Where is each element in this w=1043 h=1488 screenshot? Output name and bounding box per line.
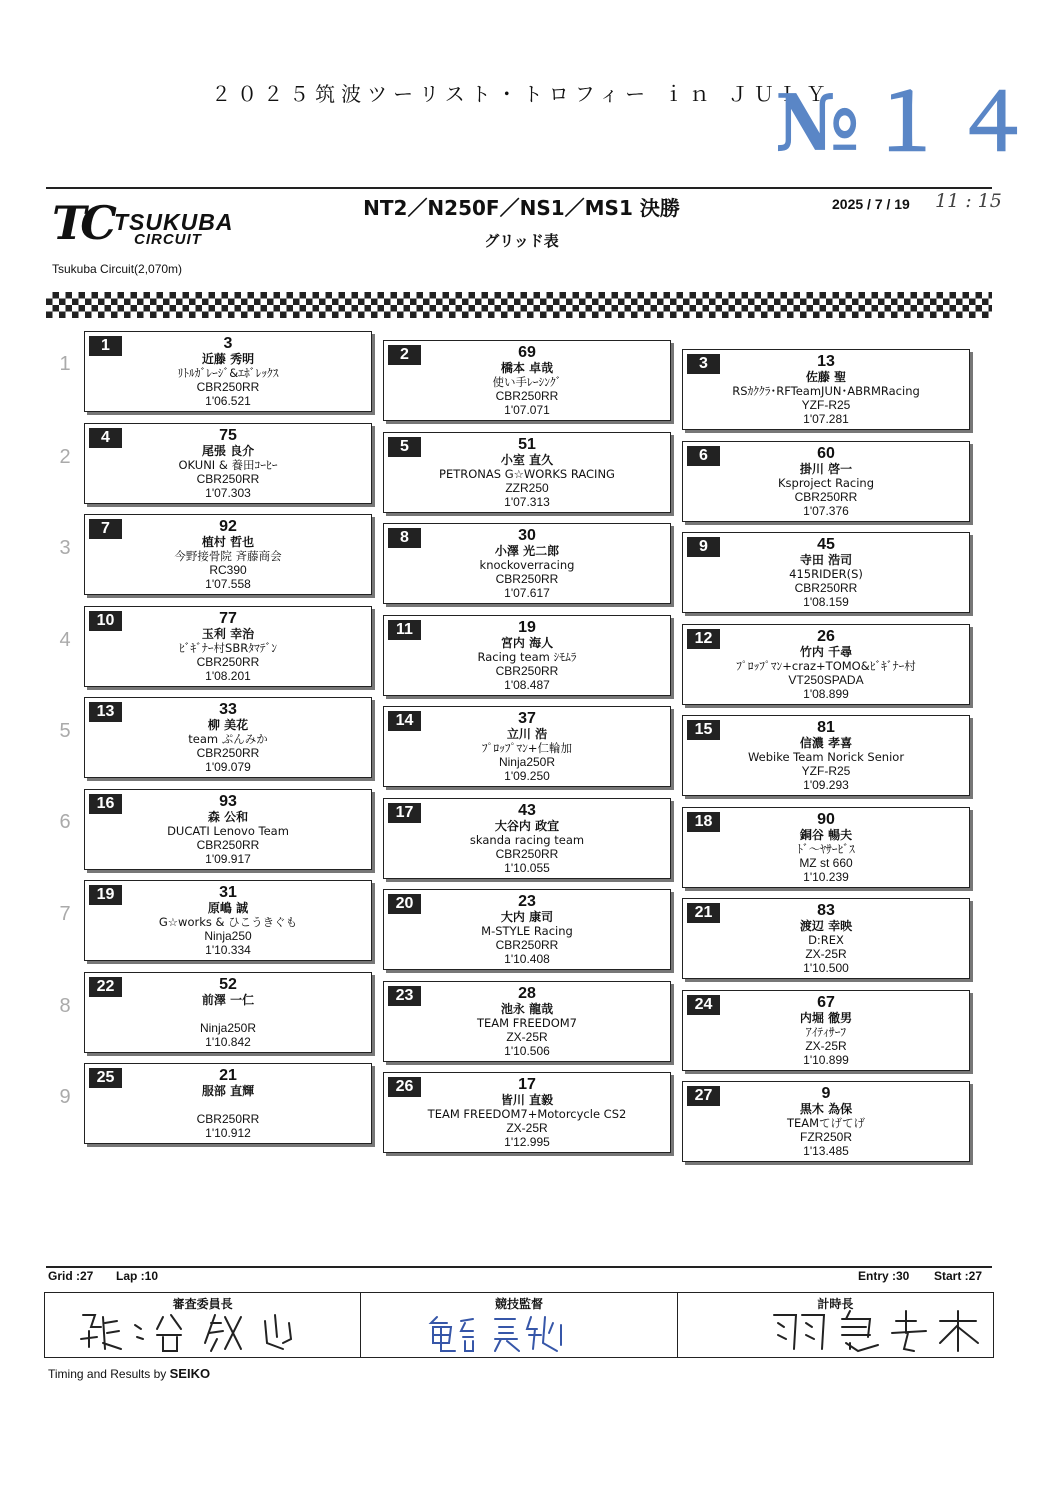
rider-number: 77 xyxy=(219,610,237,627)
rider-number: 45 xyxy=(817,536,835,553)
team-name: RSｶｸｸﾗ･RFTeamJUN･ABRMRacing xyxy=(732,384,920,398)
circuit-name: Tsukuba Circuit(2,070m) xyxy=(52,262,183,276)
team-name: M-STYLE Racing xyxy=(481,924,573,938)
grid-position: 18 xyxy=(687,812,720,832)
rider-name: 内堀 徹男 xyxy=(799,1011,853,1025)
machine: CBR250RR xyxy=(196,746,260,760)
start-count: Start :27 xyxy=(934,1269,983,1283)
grid-count: Grid :27 xyxy=(48,1269,94,1283)
grid-position: 13 xyxy=(89,702,122,722)
machine: RC390 xyxy=(209,563,247,577)
rider-number: 83 xyxy=(817,902,835,919)
machine: Ninja250 xyxy=(204,929,252,943)
rider-number: 17 xyxy=(518,1076,536,1093)
qualifying-time: 1'10.239 xyxy=(803,870,849,884)
signature-cell-chief-steward xyxy=(45,1293,361,1357)
rider-name: 竹内 千尋 xyxy=(799,645,853,659)
qualifying-time: 1'08.159 xyxy=(803,595,849,609)
qualifying-time: 1'07.303 xyxy=(205,486,251,500)
qualifying-time: 1'08.201 xyxy=(205,669,251,683)
rider-number: 21 xyxy=(219,1067,237,1084)
grid-slot xyxy=(84,423,372,504)
grid-slot xyxy=(84,697,372,778)
signature-label: 競技監督 xyxy=(494,1297,543,1311)
machine: CBR250RR xyxy=(495,847,559,861)
grid-slot xyxy=(84,331,372,412)
entry-count: Entry :30 xyxy=(858,1269,910,1283)
grid-position: 6 xyxy=(687,446,720,466)
team-name: ﾌﾟﾛｯﾌﾟﾏﾝ+craz+TOMO&ﾋﾞｷﾞﾅｰ村 xyxy=(736,659,916,673)
rider-name: 森 公和 xyxy=(207,810,249,824)
rider-name: 橋本 卓哉 xyxy=(500,361,554,375)
grid-position: 10 xyxy=(89,611,122,631)
team-name: D:REX xyxy=(808,933,844,947)
team-name: 415RIDER(S) xyxy=(789,567,863,581)
machine: FZR250R xyxy=(799,1130,852,1144)
qualifying-time: 1'10.408 xyxy=(504,952,550,966)
rider-name: 立川 浩 xyxy=(506,727,548,741)
qualifying-time: 1'08.487 xyxy=(504,678,550,692)
machine: CBR250RR xyxy=(196,380,260,394)
grid-slot xyxy=(682,990,970,1071)
grid-row-number: 3 xyxy=(59,537,71,559)
grid-position: 24 xyxy=(687,995,720,1015)
machine: ZX-25R xyxy=(506,1121,548,1135)
machine: CBR250RR xyxy=(495,664,559,678)
grid-slot xyxy=(383,889,671,970)
rider-number: 92 xyxy=(219,518,237,535)
grid-slot xyxy=(383,1072,671,1153)
grid-position: 17 xyxy=(388,803,421,823)
signature-cell-race-director xyxy=(361,1293,677,1357)
lap-count: Lap :10 xyxy=(116,1269,159,1283)
rider-name: 大谷内 政宜 xyxy=(494,819,560,833)
rider-name: 掛川 啓一 xyxy=(799,462,853,476)
qualifying-time: 1'10.912 xyxy=(205,1126,251,1140)
grid-slot xyxy=(383,523,671,604)
grid-position: 25 xyxy=(89,1068,122,1088)
race-date: 2025 / 7 / 19 xyxy=(832,196,910,212)
machine: MZ st 660 xyxy=(799,856,853,870)
rider-number: 93 xyxy=(219,793,237,810)
rider-name: 尾張 良介 xyxy=(201,444,255,458)
rider-number: 90 xyxy=(817,811,835,828)
machine: ZX-25R xyxy=(805,1039,847,1053)
rider-number: 9 xyxy=(821,1085,831,1102)
handwritten-signature-chief-steward xyxy=(45,1293,360,1357)
race-time-handwritten: 11 : 15 xyxy=(935,190,1002,212)
rider-name: 小澤 光二郎 xyxy=(494,544,560,558)
grid-position: 11 xyxy=(388,620,421,640)
rider-number: 31 xyxy=(219,884,237,901)
machine: Ninja250R xyxy=(199,1021,257,1035)
grid-slot xyxy=(84,1063,372,1144)
qualifying-time: 1'07.071 xyxy=(504,403,550,417)
qualifying-time: 1'09.250 xyxy=(504,769,550,783)
team-name: PETRONAS G☆WORKS RACING xyxy=(439,467,615,481)
qualifying-time: 1'07.617 xyxy=(504,586,550,600)
team-name: TEAM FREEDOM7 xyxy=(476,1016,578,1030)
race-subtitle: グリッド表 xyxy=(484,232,559,250)
qualifying-time: 1'07.558 xyxy=(205,577,251,591)
qualifying-time: 1'10.899 xyxy=(803,1053,849,1067)
rider-number: 26 xyxy=(817,628,835,645)
grid-row-number: 1 xyxy=(59,353,71,375)
logo-word-circuit: CIRCUIT xyxy=(134,231,202,248)
team-name: G☆works & ひこうきぐも xyxy=(158,915,298,929)
race-title: NT2／N250F／NS1／MS1 決勝 xyxy=(363,196,680,220)
qualifying-time: 1'13.485 xyxy=(803,1144,849,1158)
grid-slot xyxy=(383,432,671,513)
grid-slot xyxy=(84,880,372,961)
team-name: Ksproject Racing xyxy=(778,476,874,490)
footer-divider xyxy=(46,1266,992,1268)
grid-position: 15 xyxy=(687,720,720,740)
rider-name: 渡辺 幸映 xyxy=(799,919,853,933)
qualifying-time: 1'09.917 xyxy=(205,852,251,866)
rider-number: 69 xyxy=(518,344,536,361)
grid-position: 27 xyxy=(687,1086,720,1106)
grid-row-number: 6 xyxy=(59,811,71,833)
team-name: ﾄﾞ～ﾔｻｰﾋﾞｽ xyxy=(797,842,855,856)
rider-number: 75 xyxy=(219,427,237,444)
rider-number: 30 xyxy=(518,527,536,544)
rider-name: 原嶋 誠 xyxy=(207,901,249,915)
grid-row-number: 7 xyxy=(59,903,71,925)
rider-name: 黒木 為保 xyxy=(799,1102,853,1116)
grid-slot xyxy=(682,349,970,430)
grid-slot xyxy=(682,532,970,613)
machine: CBR250RR xyxy=(196,1112,260,1126)
grid-position: 20 xyxy=(388,894,421,914)
rider-number: 28 xyxy=(518,985,536,1002)
grid-position: 9 xyxy=(687,537,720,557)
event-title: ２０２５筑波ツーリスト・トロフィー ｉｎ ＪＵＬＹ xyxy=(211,82,832,106)
grid-slot xyxy=(84,606,372,687)
grid-row-number: 8 xyxy=(59,995,71,1017)
machine: Ninja250R xyxy=(498,755,556,769)
rider-name: 寺田 浩司 xyxy=(799,553,853,567)
logo-mark-icon: TC xyxy=(52,196,111,250)
grid-position: 4 xyxy=(89,428,122,448)
machine: ZZR250 xyxy=(505,481,549,495)
rider-number: 23 xyxy=(518,893,536,910)
rider-name: 皆川 直毅 xyxy=(500,1093,554,1107)
signature-label: 計時長 xyxy=(817,1297,854,1311)
rider-name: 銅谷 暢夫 xyxy=(799,828,853,842)
timing-credit-label: Timing and Results by xyxy=(48,1367,167,1381)
grid-slot xyxy=(682,898,970,979)
machine: CBR250RR xyxy=(794,490,858,504)
grid-slot xyxy=(682,807,970,888)
qualifying-time: 1'10.500 xyxy=(803,961,849,975)
machine: ZX-25R xyxy=(805,947,847,961)
grid-slot xyxy=(84,514,372,595)
grid-position: 7 xyxy=(89,519,122,539)
team-name: ﾘﾄﾙｶﾞﾚｰｼﾞ&ｴﾎﾞﾚｯｸｽ xyxy=(177,366,279,380)
rider-name: 宮内 海人 xyxy=(500,636,554,650)
grid-position: 1 xyxy=(89,336,122,356)
qualifying-time: 1'09.293 xyxy=(803,778,849,792)
qualifying-time: 1'07.281 xyxy=(803,412,849,426)
rider-name: 佐藤 聖 xyxy=(805,370,847,384)
rider-name: 信濃 孝喜 xyxy=(799,736,853,750)
grid-slot xyxy=(383,981,671,1062)
grid-position: 19 xyxy=(89,885,122,905)
machine: YZF-R25 xyxy=(801,764,851,778)
machine: CBR250RR xyxy=(495,572,559,586)
team-name: team ぷんみか xyxy=(188,732,268,746)
rider-name: 植村 哲也 xyxy=(201,535,255,549)
machine: CBR250RR xyxy=(495,938,559,952)
team-name: DUCATI Lenovo Team xyxy=(167,824,289,838)
machine: CBR250RR xyxy=(196,472,260,486)
grid-position: 22 xyxy=(89,977,122,997)
rider-name: 服部 直輝 xyxy=(201,1084,255,1098)
grid-position: 16 xyxy=(89,794,122,814)
team-name: TEAMてげてげ xyxy=(786,1116,866,1130)
grid-position: 23 xyxy=(388,986,421,1006)
grid-position: 26 xyxy=(388,1077,421,1097)
handwritten-signature-chief-timekeeper xyxy=(678,1293,993,1357)
team-name: TEAM FREEDOM7+Motorcycle CS2 xyxy=(427,1107,627,1121)
rider-name: 前澤 一仁 xyxy=(201,993,255,1007)
machine: CBR250RR xyxy=(495,389,559,403)
rider-number: 19 xyxy=(518,619,536,636)
team-name: ﾌﾟﾛｯﾌﾟﾏﾝ+仁輪加 xyxy=(481,741,573,755)
grid-slot xyxy=(682,441,970,522)
rider-number: 67 xyxy=(817,994,835,1011)
grid-row-number: 2 xyxy=(59,446,71,468)
grid-row-number: 9 xyxy=(59,1086,71,1108)
signature-cell-chief-timekeeper xyxy=(678,1293,993,1357)
rider-number: 81 xyxy=(817,719,835,736)
grid-position: 12 xyxy=(687,629,720,649)
team-name: 今野接骨院 斉藤商会 xyxy=(174,549,282,563)
header-divider xyxy=(46,187,992,189)
rider-number: 51 xyxy=(518,436,536,453)
rider-name: 池永 龍哉 xyxy=(500,1002,554,1016)
qualifying-time: 1'07.313 xyxy=(504,495,550,509)
team-name: knockoverracing xyxy=(479,558,575,572)
timing-credit xyxy=(48,1366,210,1381)
machine: CBR250RR xyxy=(196,655,260,669)
number-stamp: №１４ xyxy=(775,78,1040,169)
team-name: Webike Team Norick Senior xyxy=(747,750,905,764)
team-name: ﾋﾞｷﾞﾅｰ村SBRﾀﾏﾃﾞﾝ xyxy=(179,641,277,655)
rider-number: 37 xyxy=(518,710,536,727)
grid-slot xyxy=(682,1081,970,1162)
rider-number: 13 xyxy=(817,353,835,370)
rider-number: 60 xyxy=(817,445,835,462)
grid-position: 2 xyxy=(388,345,421,365)
rider-number: 33 xyxy=(219,701,237,718)
grid-slot xyxy=(383,615,671,696)
rider-name: 大内 康司 xyxy=(500,910,554,924)
machine: CBR250RR xyxy=(196,838,260,852)
seiko-brand: SEIKO xyxy=(169,1366,211,1381)
team-name: ｱｲﾃｨｻｰﾌ xyxy=(805,1025,847,1039)
team-name: Racing team ｼﾓﾑﾗ xyxy=(477,650,577,664)
grid-position: 3 xyxy=(687,354,720,374)
grid-position: 14 xyxy=(388,711,421,731)
qualifying-time: 1'10.334 xyxy=(205,943,251,957)
rider-name: 近藤 秀明 xyxy=(201,352,255,366)
grid-slot xyxy=(84,972,372,1053)
grid-row-number: 4 xyxy=(59,629,71,651)
rider-name: 柳 美花 xyxy=(207,718,249,732)
grid-slot xyxy=(383,706,671,787)
qualifying-time: 1'10.506 xyxy=(504,1044,550,1058)
logo-word-tsukuba: TSUKUBA xyxy=(114,209,234,235)
qualifying-time: 1'10.842 xyxy=(205,1035,251,1049)
rider-number: 3 xyxy=(223,335,233,352)
qualifying-time: 1'07.376 xyxy=(803,504,849,518)
signature-table xyxy=(44,1292,994,1358)
grid-slot xyxy=(383,340,671,421)
team-name: skanda racing team xyxy=(469,833,585,847)
grid-slot xyxy=(383,798,671,879)
machine: CBR250RR xyxy=(794,581,858,595)
rider-name: 小室 直久 xyxy=(500,453,554,467)
machine: YZF-R25 xyxy=(801,398,851,412)
qualifying-time: 1'10.055 xyxy=(504,861,550,875)
grid-slot xyxy=(84,789,372,870)
team-name: OKUNI & 養田ｺｰﾋｰ xyxy=(178,458,278,472)
grid-slot xyxy=(682,715,970,796)
handwritten-signature-race-director xyxy=(361,1293,676,1357)
qualifying-time: 1'12.995 xyxy=(504,1135,550,1149)
rider-number: 52 xyxy=(219,976,237,993)
qualifying-time: 1'09.079 xyxy=(205,760,251,774)
checkered-flag-band xyxy=(46,292,992,318)
grid-slot xyxy=(682,624,970,705)
rider-number: 43 xyxy=(518,802,536,819)
machine: ZX-25R xyxy=(506,1030,548,1044)
signature-label: 審査委員長 xyxy=(172,1297,233,1311)
grid-position: 5 xyxy=(388,437,421,457)
grid-row-number: 5 xyxy=(59,720,71,742)
qualifying-time: 1'08.899 xyxy=(803,687,849,701)
team-name: 使い手ﾚｰｼﾝｸﾞ xyxy=(492,375,562,389)
rider-name: 玉利 幸治 xyxy=(201,627,255,641)
qualifying-time: 1'06.521 xyxy=(205,394,251,408)
machine: VT250SPADA xyxy=(788,673,864,687)
grid-position: 8 xyxy=(388,528,421,548)
grid-position: 21 xyxy=(687,903,720,923)
